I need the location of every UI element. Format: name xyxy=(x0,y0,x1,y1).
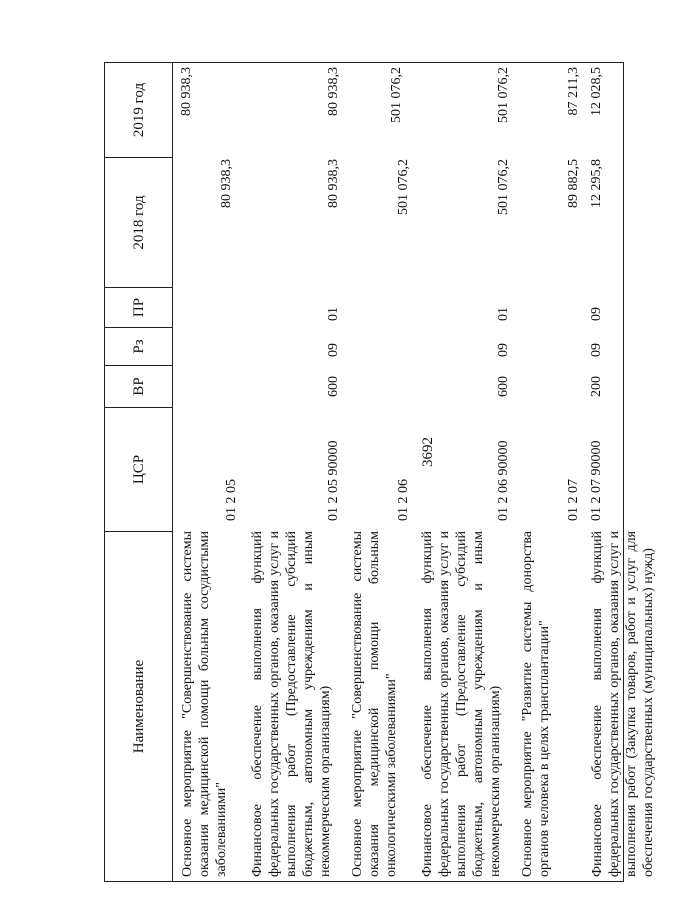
row-2019: 87 211,3 xyxy=(566,67,581,116)
table-row xyxy=(519,63,585,881)
row-vr: 600 xyxy=(496,376,511,397)
row-name: Финансовое обеспечение выполнения функций федеральных государственных органов, оказания услуг и выполнения работ (Предоставление субсидий бюджетным, автономным учреждениям и иным некоммерческим организациям) xyxy=(420,531,503,877)
header-csr: ЦСР xyxy=(105,407,173,531)
row-2019: 501 076,2 xyxy=(389,67,404,123)
table-row xyxy=(179,63,243,881)
header-pr: ПР xyxy=(105,287,173,327)
table-row xyxy=(419,63,515,881)
header-rz: Рз xyxy=(105,327,173,365)
row-2019: 80 938,3 xyxy=(179,67,194,116)
table-row xyxy=(249,63,345,881)
row-name: Основное мероприятие "Совершенствование системы оказания медицинской помощи больным онкологическими заболеваниями" xyxy=(350,531,399,877)
row-name: Финансовое обеспечение выполнения функций федеральных государственных органов, оказания услуг и выполнения работ (Закупка товаров, работ и услуг для обеспечения государственных (муниципальных) нужд) xyxy=(590,531,656,877)
row-csr: 01 2 07 90000 xyxy=(589,440,604,521)
row-rz: 09 xyxy=(496,343,511,357)
table-header xyxy=(105,63,173,881)
row-vr: 600 xyxy=(326,376,341,397)
budget-table xyxy=(104,62,656,882)
row-csr: 01 2 05 xyxy=(224,479,239,521)
row-name: Основное мероприятие "Развитие системы донорства органов человека в целях трансплантации" xyxy=(520,531,552,877)
row-rz: 09 xyxy=(326,343,341,357)
row-pr: 01 xyxy=(496,307,511,321)
row-name: Финансовое обеспечение выполнения функций федеральных государственных органов, оказания услуг и выполнения работ (Предоставление субсидий бюджетным, автономным учреждениям и иным некоммерческим организациям) xyxy=(250,531,333,877)
row-rz: 09 xyxy=(589,343,604,357)
header-vr: ВР xyxy=(105,365,173,407)
row-vr: 200 xyxy=(589,376,604,397)
row-2018: 12 295,8 xyxy=(589,159,604,208)
row-2018: 80 938,3 xyxy=(326,159,341,208)
row-csr: 01 2 06 xyxy=(396,479,411,521)
row-name: Основное мероприятие "Совершенствование системы оказания медицинской помощи больным сосудистыми заболеваниями" xyxy=(180,531,229,877)
row-pr: 01 xyxy=(326,307,341,321)
row-csr: 01 2 07 xyxy=(566,479,581,521)
row-pr: 09 xyxy=(589,307,604,321)
table-row xyxy=(349,63,415,881)
header-2018: 2018 год xyxy=(105,157,173,287)
page-number: 3692 xyxy=(420,437,436,467)
header-name: Наименование xyxy=(105,531,173,881)
row-2018: 80 938,3 xyxy=(219,159,234,208)
row-2018: 501 076,2 xyxy=(396,159,411,215)
row-2019: 501 076,2 xyxy=(496,67,511,123)
row-2019: 80 938,3 xyxy=(326,67,341,116)
table-row xyxy=(589,63,685,881)
row-2019: 12 028,5 xyxy=(589,67,604,116)
row-2018: 501 076,2 xyxy=(496,159,511,215)
row-csr: 01 2 06 90000 xyxy=(496,440,511,521)
row-2018: 89 882,5 xyxy=(566,159,581,208)
row-csr: 01 2 05 90000 xyxy=(326,440,341,521)
header-2019: 2019 год xyxy=(130,82,147,138)
